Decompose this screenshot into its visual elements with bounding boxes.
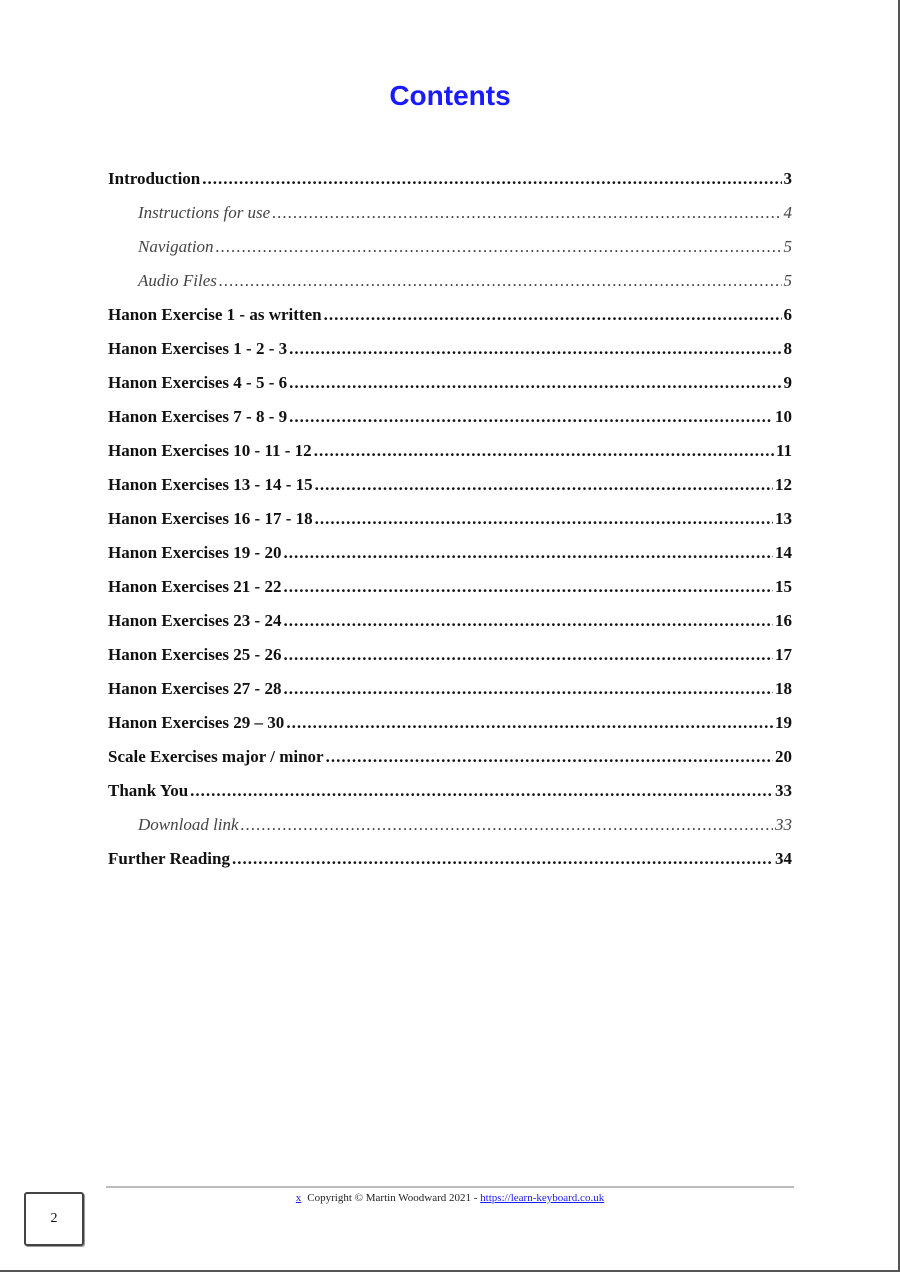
toc-dot-leader bbox=[219, 264, 782, 298]
footer-marker-link[interactable]: x bbox=[295, 1192, 302, 1204]
table-of-contents bbox=[108, 162, 792, 876]
toc-dot-leader bbox=[286, 706, 773, 740]
toc-entry-label: Further Reading bbox=[108, 849, 230, 868]
toc-dot-leader bbox=[289, 400, 773, 434]
toc-entry[interactable] bbox=[108, 740, 792, 774]
toc-entry[interactable] bbox=[108, 230, 792, 264]
toc-dot-leader bbox=[241, 808, 773, 842]
toc-entry[interactable] bbox=[108, 332, 792, 366]
toc-entry-page: 11 bbox=[775, 441, 792, 460]
toc-entry-page: 16 bbox=[775, 611, 792, 630]
toc-dot-leader bbox=[202, 162, 781, 196]
toc-entry[interactable] bbox=[108, 434, 792, 468]
toc-entry-label: Hanon Exercises 13 - 14 - 15 bbox=[108, 475, 313, 494]
toc-entry-label: Audio Files bbox=[138, 271, 217, 290]
toc-dot-leader bbox=[289, 366, 781, 400]
footer-website-link[interactable]: https://learn-keyboard.co.uk bbox=[480, 1192, 605, 1204]
toc-entry[interactable] bbox=[108, 162, 792, 196]
toc-entry-page: 14 bbox=[775, 543, 792, 562]
toc-entry-label: Hanon Exercises 16 - 17 - 18 bbox=[108, 509, 313, 528]
toc-entry-label: Hanon Exercises 1 - 2 - 3 bbox=[108, 339, 288, 358]
toc-entry-page: 17 bbox=[775, 645, 792, 664]
toc-entry-label: Navigation bbox=[138, 237, 214, 256]
toc-entry-page: 6 bbox=[783, 305, 792, 324]
toc-entry-page: 13 bbox=[775, 509, 792, 528]
toc-entry[interactable] bbox=[108, 638, 792, 672]
toc-entry-page: 5 bbox=[783, 271, 792, 290]
toc-dot-leader bbox=[314, 434, 774, 468]
toc-entry-page: 4 bbox=[783, 203, 792, 222]
toc-dot-leader bbox=[283, 570, 773, 604]
toc-entry[interactable] bbox=[108, 468, 792, 502]
toc-entry-page: 33 bbox=[775, 815, 792, 834]
toc-dot-leader bbox=[283, 638, 773, 672]
toc-entry[interactable] bbox=[108, 706, 792, 740]
toc-entry[interactable] bbox=[108, 502, 792, 536]
toc-entry-label: Download link bbox=[138, 815, 239, 834]
toc-entry[interactable] bbox=[108, 196, 792, 230]
toc-entry-label: Hanon Exercises 23 - 24 bbox=[108, 611, 282, 630]
footer-divider bbox=[106, 1186, 794, 1188]
toc-entry-label: Hanon Exercises 25 - 26 bbox=[108, 645, 282, 664]
toc-entry-page: 15 bbox=[775, 577, 792, 596]
toc-entry-page: 19 bbox=[775, 713, 792, 732]
toc-dot-leader bbox=[190, 774, 773, 808]
page-title: Contents bbox=[389, 80, 511, 111]
toc-entry-label: Hanon Exercises 7 - 8 - 9 bbox=[108, 407, 288, 426]
toc-entry-page: 20 bbox=[775, 747, 792, 766]
toc-dot-leader bbox=[326, 740, 773, 774]
toc-entry-page: 10 bbox=[775, 407, 792, 426]
toc-entry[interactable] bbox=[108, 298, 792, 332]
toc-dot-leader bbox=[315, 502, 773, 536]
toc-entry-page: 12 bbox=[775, 475, 792, 494]
toc-dot-leader bbox=[232, 842, 773, 876]
page-number: 2 bbox=[50, 1211, 58, 1226]
toc-dot-leader bbox=[216, 230, 782, 264]
toc-entry-page: 34 bbox=[775, 849, 792, 868]
toc-entry-label: Scale Exercises major / minor bbox=[108, 747, 324, 766]
toc-entry[interactable] bbox=[108, 604, 792, 638]
toc-entry-page: 33 bbox=[775, 781, 792, 800]
toc-dot-leader bbox=[283, 672, 773, 706]
toc-entry-label: Thank You bbox=[108, 781, 189, 800]
toc-entry-label: Hanon Exercise 1 - as written bbox=[108, 305, 322, 324]
toc-dot-leader bbox=[283, 604, 773, 638]
toc-entry[interactable] bbox=[108, 400, 792, 434]
toc-entry-page: 18 bbox=[775, 679, 792, 698]
toc-dot-leader bbox=[315, 468, 773, 502]
footer-copyright: Copyright © Martin Woodward 2021 - bbox=[307, 1192, 481, 1204]
toc-entry-page: 3 bbox=[783, 169, 792, 188]
toc-entry-label: Hanon Exercises 21 - 22 bbox=[108, 577, 282, 596]
toc-entry-page: 8 bbox=[783, 339, 792, 358]
toc-dot-leader bbox=[272, 196, 781, 230]
toc-entry-label: Hanon Exercises 29 – 30 bbox=[108, 713, 285, 732]
toc-entry-label: Instructions for use bbox=[138, 203, 271, 222]
toc-entry-label: Hanon Exercises 19 - 20 bbox=[108, 543, 282, 562]
toc-dot-leader bbox=[283, 536, 773, 570]
toc-entry[interactable] bbox=[108, 842, 792, 876]
page-number-box bbox=[24, 1192, 84, 1246]
toc-entry[interactable] bbox=[108, 672, 792, 706]
toc-entry[interactable] bbox=[108, 366, 792, 400]
footer bbox=[106, 1192, 794, 1204]
toc-entry-label: Hanon Exercises 10 - 11 - 12 bbox=[108, 441, 312, 460]
toc-entry[interactable] bbox=[108, 774, 792, 808]
toc-entry-label: Introduction bbox=[108, 169, 201, 188]
toc-entry[interactable] bbox=[108, 536, 792, 570]
toc-entry[interactable] bbox=[108, 808, 792, 842]
toc-entry-label: Hanon Exercises 27 - 28 bbox=[108, 679, 282, 698]
toc-entry[interactable] bbox=[108, 264, 792, 298]
toc-entry-page: 9 bbox=[783, 373, 792, 392]
toc-dot-leader bbox=[324, 298, 782, 332]
toc-dot-leader bbox=[289, 332, 781, 366]
toc-entry-label: Hanon Exercises 4 - 5 - 6 bbox=[108, 373, 288, 392]
toc-entry-page: 5 bbox=[783, 237, 792, 256]
toc-entry[interactable] bbox=[108, 570, 792, 604]
